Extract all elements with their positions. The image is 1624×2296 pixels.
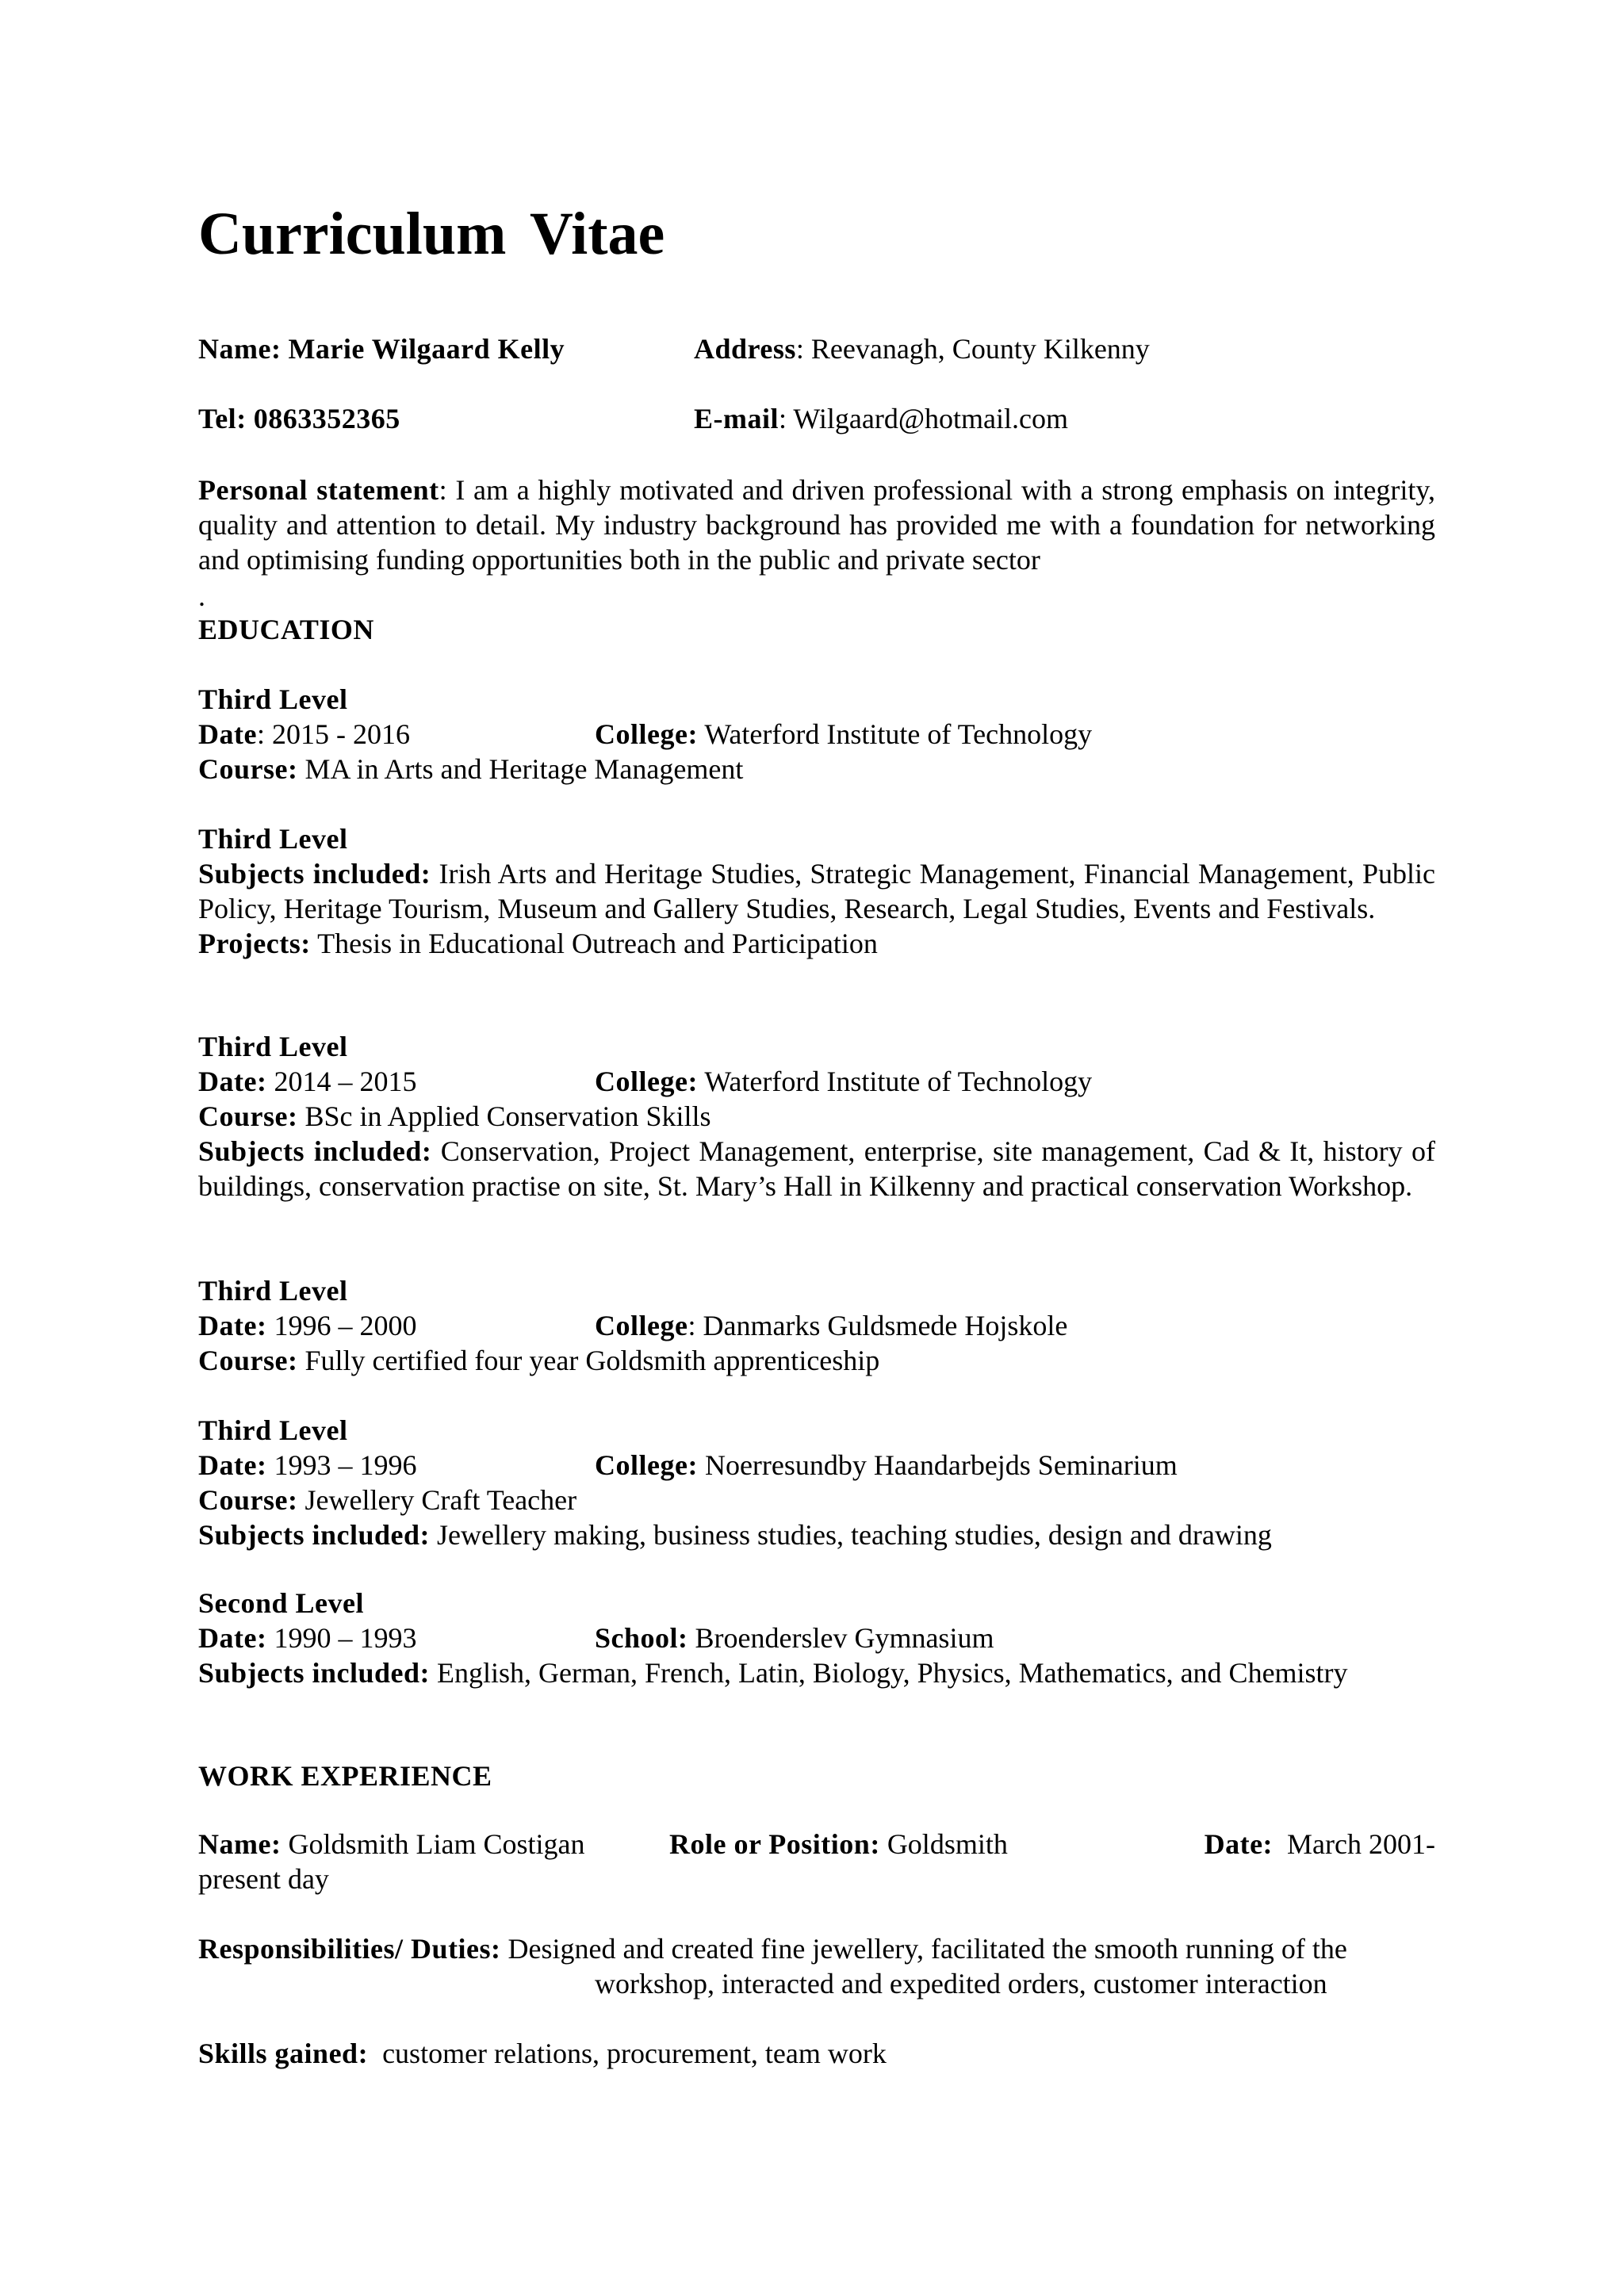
work-heading: WORK EXPERIENCE bbox=[198, 1760, 492, 1792]
college-value: : Danmarks Guldsmede Hojskole bbox=[688, 1310, 1068, 1341]
work-entry bbox=[198, 1827, 1435, 1896]
personal-statement-text: : I am a highly motivated and driven professional with a strong emphasis on integrity, quality and attention to detail. My industry background has provided me with a foundation for networking and optimising funding opportunities both in the public and private sector bbox=[198, 474, 1436, 576]
employer-label: Name: bbox=[198, 1828, 282, 1860]
role-field bbox=[669, 1827, 1008, 1862]
education-entry-6 bbox=[198, 1586, 1435, 1690]
skills-label: Skills gained: bbox=[198, 2038, 369, 2069]
education-heading: EDUCATION bbox=[198, 614, 374, 645]
entry-course-row bbox=[198, 1483, 1435, 1517]
personal-statement-label: Personal statement bbox=[198, 474, 439, 506]
entry-projects-row bbox=[198, 926, 1435, 961]
course-label: Course: bbox=[198, 1345, 298, 1376]
education-entry-5 bbox=[198, 1413, 1435, 1552]
tel-value: 0863352365 bbox=[253, 403, 400, 434]
role-label: Role or Position: bbox=[669, 1828, 880, 1860]
duties-value-line-2: workshop, interacted and expedited orders, customer interaction bbox=[595, 1968, 1327, 1999]
entry-subjects-row bbox=[198, 856, 1435, 926]
course-value: Fully certified four year Goldsmith apprenticeship bbox=[304, 1345, 880, 1376]
entry-date-row bbox=[198, 1621, 1435, 1655]
name-value: Marie Wilgaard Kelly bbox=[288, 333, 565, 365]
course-label: Course: bbox=[198, 1100, 298, 1132]
entry-level: Third Level bbox=[198, 1031, 348, 1062]
work-date-value: March 2001- bbox=[1287, 1828, 1435, 1860]
college-label: College: bbox=[595, 1066, 698, 1097]
entry-course-row bbox=[198, 1099, 1435, 1134]
school-label: School: bbox=[595, 1622, 688, 1654]
entry-date-row bbox=[198, 1308, 1435, 1343]
contact-row-2 bbox=[198, 401, 1435, 436]
tel-label: Tel: bbox=[198, 403, 247, 434]
address-field bbox=[694, 331, 1150, 366]
projects-value: Thesis in Educational Outreach and Participation bbox=[317, 928, 878, 959]
role-value: Goldsmith bbox=[887, 1828, 1008, 1860]
personal-statement bbox=[198, 473, 1435, 577]
entry-course-row bbox=[198, 752, 1435, 786]
date-label: Date: bbox=[198, 1310, 267, 1341]
college-label: College: bbox=[595, 718, 698, 750]
entry-date-row bbox=[198, 1448, 1435, 1483]
name-label: Name: bbox=[198, 333, 282, 365]
email-field bbox=[694, 401, 1068, 436]
course-label: Course: bbox=[198, 753, 298, 785]
college-field bbox=[595, 1448, 1178, 1483]
education-entry-3 bbox=[198, 1029, 1435, 1203]
entry-date-row bbox=[198, 717, 1435, 752]
entry-date-row bbox=[198, 1064, 1435, 1099]
subjects-value: English, German, French, Latin, Biology, Physics, Mathematics, and Chemistry bbox=[437, 1657, 1348, 1689]
college-value: Noerresundby Haandarbejds Seminarium bbox=[704, 1449, 1178, 1481]
date-value: 1990 – 1993 bbox=[274, 1622, 417, 1654]
course-value: BSc in Applied Conservation Skills bbox=[304, 1100, 711, 1132]
skills-value: customer relations, procurement, team work bbox=[382, 2038, 887, 2069]
email-value: : Wilgaard@hotmail.com bbox=[779, 403, 1068, 434]
work-date-continued: present day bbox=[198, 1863, 329, 1895]
entry-subjects-row bbox=[198, 1517, 1435, 1552]
subjects-label: Subjects included: bbox=[198, 858, 431, 890]
date-value: 1993 – 1996 bbox=[274, 1449, 417, 1481]
email-label: E-mail bbox=[694, 403, 779, 434]
duties-label: Responsibilities/ Duties: bbox=[198, 1933, 501, 1965]
college-label: College bbox=[595, 1310, 688, 1341]
duties-row bbox=[198, 1931, 1435, 1966]
work-date-field bbox=[1205, 1827, 1435, 1862]
date-label: Date: bbox=[198, 1066, 267, 1097]
education-entry-2 bbox=[198, 821, 1435, 961]
date-label: Date bbox=[198, 718, 257, 750]
education-entry-1 bbox=[198, 682, 1435, 786]
date-value: 1996 – 2000 bbox=[274, 1310, 417, 1341]
work-date-label: Date: bbox=[1204, 1828, 1274, 1860]
entry-level: Third Level bbox=[198, 1275, 348, 1307]
entry-level: Third Level bbox=[198, 823, 348, 855]
college-field bbox=[595, 1064, 1092, 1099]
subjects-label: Subjects included: bbox=[198, 1135, 432, 1167]
work-info-row bbox=[198, 1827, 1435, 1862]
subjects-value: Irish Arts and Heritage Studies, Strategic Management, Financial Management, Public Policy, Heritage Tourism, Museum and Gallery Studies, Research, Legal Studies, Events and Festivals. bbox=[198, 858, 1436, 924]
stray-dot: . bbox=[198, 580, 205, 612]
duties-value-line-1: Designed and created fine jewellery, facilitated the smooth running of the bbox=[508, 1933, 1347, 1965]
college-label: College: bbox=[595, 1449, 698, 1481]
entry-level: Third Level bbox=[198, 683, 348, 715]
contact-row-1 bbox=[198, 331, 1435, 366]
college-value: Waterford Institute of Technology bbox=[704, 718, 1093, 750]
date-label: Date: bbox=[198, 1622, 267, 1654]
date-value: : 2015 - 2016 bbox=[256, 718, 410, 750]
college-field bbox=[595, 717, 1092, 752]
subjects-value: Jewellery making, business studies, teaching studies, design and drawing bbox=[437, 1519, 1272, 1551]
school-field bbox=[595, 1621, 994, 1655]
course-value: Jewellery Craft Teacher bbox=[304, 1484, 577, 1516]
entry-subjects-row bbox=[198, 1134, 1435, 1203]
college-value: Waterford Institute of Technology bbox=[704, 1066, 1093, 1097]
subjects-label: Subjects included: bbox=[198, 1657, 431, 1689]
education-entry-4 bbox=[198, 1273, 1435, 1378]
college-field bbox=[595, 1308, 1067, 1343]
entry-level: Third Level bbox=[198, 1414, 348, 1446]
document-title: Curriculum Vitae bbox=[198, 201, 665, 267]
skills-row bbox=[198, 2036, 1435, 2071]
date-value: 2014 – 2015 bbox=[274, 1066, 417, 1097]
address-value: : Reevanagh, County Kilkenny bbox=[795, 333, 1150, 365]
employer-value: Goldsmith Liam Costigan bbox=[288, 1828, 585, 1860]
subjects-value: Conservation, Project Management, enterprise, site management, Cad & It, history of buildings, conservation practise on site, St. Mary’s Hall in Kilkenny and practical conservation Workshop. bbox=[198, 1135, 1435, 1202]
school-value: Broenderslev Gymnasium bbox=[695, 1622, 994, 1654]
course-label: Course: bbox=[198, 1484, 298, 1516]
course-value: MA in Arts and Heritage Management bbox=[304, 753, 744, 785]
entry-course-row bbox=[198, 1343, 1435, 1378]
entry-level: Second Level bbox=[198, 1587, 364, 1619]
date-label: Date: bbox=[198, 1449, 267, 1481]
address-label: Address bbox=[694, 333, 796, 365]
subjects-label: Subjects included: bbox=[198, 1519, 431, 1551]
projects-label: Projects: bbox=[198, 928, 311, 959]
entry-subjects-row bbox=[198, 1655, 1435, 1690]
